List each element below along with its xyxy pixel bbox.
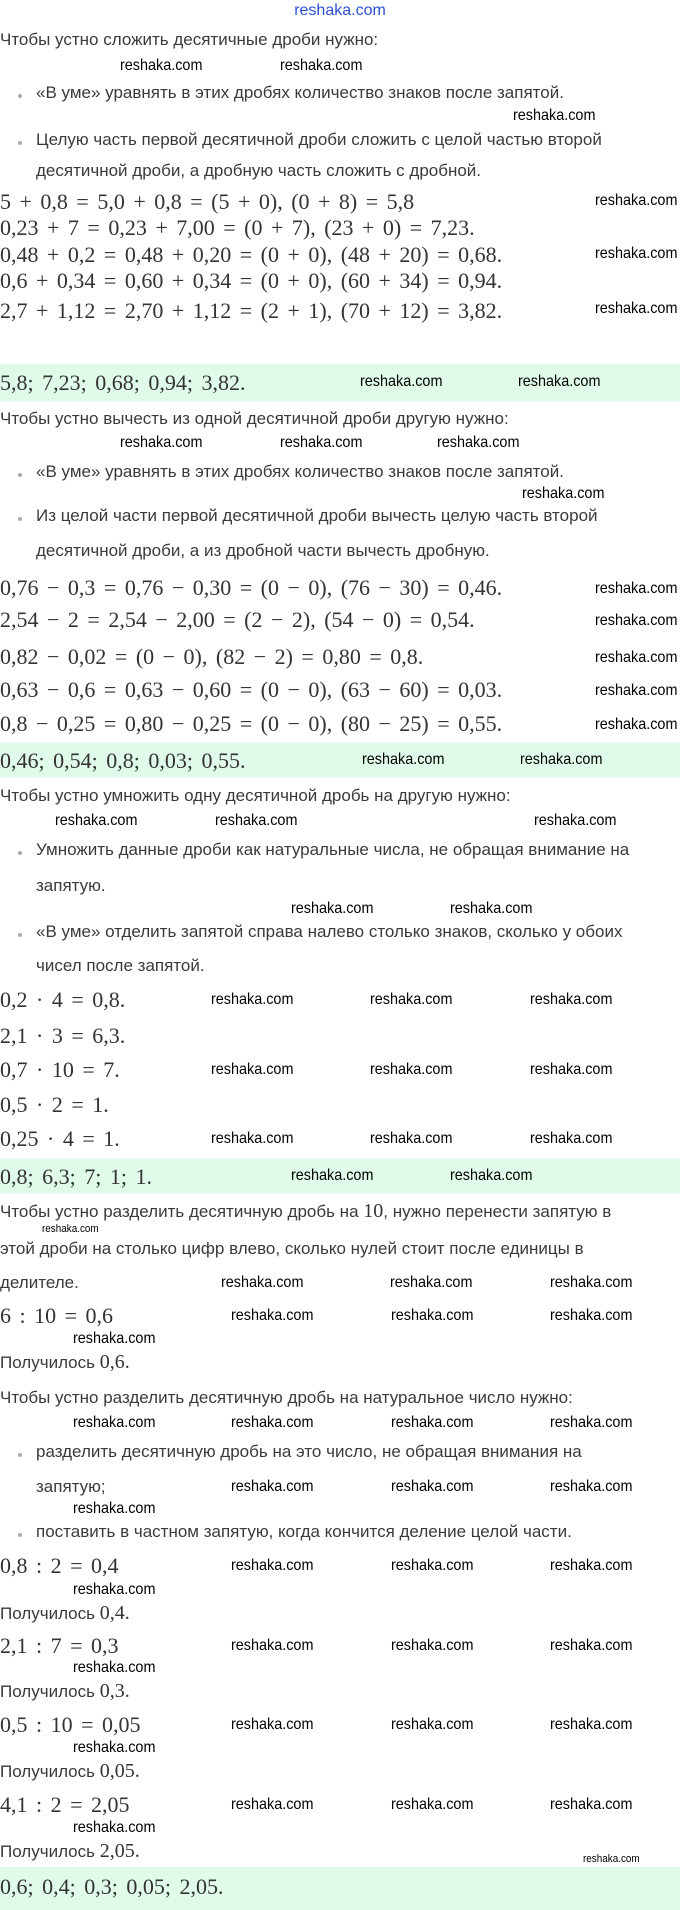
watermark-text: reshaka.com — [211, 991, 294, 1008]
result-label: Получилось — [0, 1842, 100, 1861]
watermark-text: reshaka.com — [550, 1716, 633, 1733]
subtraction-equation: 0,8 − 0,25 = 0,80 − 0,25 = (0 − 0), (80 − 25) = 0,55. — [0, 711, 503, 736]
watermark-text: reshaka.com — [42, 1223, 99, 1235]
multiplication-bullet-2: «В уме» отделить запятой справа налево столько знаков, сколько у обоих — [36, 922, 623, 941]
division-result — [0, 1840, 140, 1863]
subtraction-equation: 0,76 − 0,3 = 0,76 − 0,30 = (0 − 0), (76 − 30) = 0,46. — [0, 575, 503, 600]
watermark-text: reshaka.com — [231, 1716, 314, 1733]
subtraction-equation: 2,54 − 2 = 2,54 − 2,00 = (2 − 2), (54 − 0) = 0,54. — [0, 607, 475, 632]
division-intro: Чтобы устно разделить десятичную дробь на натуральное число нужно: — [0, 1388, 573, 1407]
result-value: 0,6. — [99, 1351, 130, 1373]
division-equation: 4,1 : 2 = 2,05 — [0, 1792, 130, 1817]
watermark-text: reshaka.com — [231, 1478, 314, 1495]
watermark-text: reshaka.com — [550, 1478, 633, 1495]
watermark-text: reshaka.com — [550, 1557, 633, 1574]
watermark-text: reshaka.com — [215, 812, 298, 829]
watermark-text: reshaka.com — [211, 1061, 294, 1078]
result-value: 0,4. — [99, 1602, 130, 1624]
watermark-text: reshaka.com — [211, 1130, 294, 1147]
subtraction-bullet-1: «В уме» уравнять в этих дробях количество знаков после запятой. — [36, 462, 564, 481]
multiplication-bullet-1-cont: запятую. — [36, 876, 106, 895]
result-value: 0,05. — [99, 1760, 140, 1782]
watermark-text: reshaka.com — [520, 751, 603, 768]
multiplication-bullet-2-cont: чисел после запятой. — [36, 956, 205, 975]
watermark-text: reshaka.com — [73, 1819, 156, 1836]
watermark-text: reshaka.com — [73, 1414, 156, 1431]
watermark-text: reshaka.com — [221, 1274, 304, 1291]
division-answer: 0,6; 0,4; 0,3; 0,05; 2,05. — [0, 1874, 224, 1899]
watermark-text: reshaka.com — [595, 245, 678, 262]
watermark-text: reshaka.com — [291, 1167, 374, 1184]
watermark-text: reshaka.com — [550, 1414, 633, 1431]
watermark-text: reshaka.com — [291, 900, 374, 917]
result-label: Получилось — [0, 1604, 100, 1623]
division-result — [0, 1602, 130, 1625]
addition-bullet-1: «В уме» уравнять в этих дробях количество знаков после запятой. — [36, 83, 564, 102]
multiplication-equation: 0,2 · 4 = 0,8. — [0, 987, 126, 1012]
watermark-text: reshaka.com — [583, 1853, 640, 1865]
watermark-text: reshaka.com — [522, 485, 605, 502]
result-label: Получилось — [0, 1762, 100, 1781]
division10-math: 10 — [363, 1200, 384, 1222]
bullet-icon — [18, 933, 22, 937]
division10-text: Чтобы устно разделить десятичную дробь на — [0, 1202, 364, 1221]
addition-equation: 0,48 + 0,2 = 0,48 + 0,20 = (0 + 0), (48 + 20) = 0,68. — [0, 242, 503, 267]
site-header-link[interactable]: reshaka.com — [294, 2, 386, 19]
subtraction-bullet-2: Из целой части первой десятичной дроби вычесть целую часть второй — [36, 506, 598, 525]
division-result — [0, 1760, 140, 1783]
multiplication-equation: 2,1 · 3 = 6,3. — [0, 1023, 126, 1048]
bullet-icon — [18, 94, 22, 98]
watermark-text: reshaka.com — [550, 1796, 633, 1813]
addition-equation: 5 + 0,8 = 5,0 + 0,8 = (5 + 0), (0 + 8) = 5,8 — [0, 189, 415, 214]
division-equation: 2,1 : 7 = 0,3 — [0, 1633, 119, 1658]
watermark-text: reshaka.com — [55, 812, 138, 829]
subtraction-bullet-2-cont: десятичной дроби, а из дробной части вычесть дробную. — [36, 541, 490, 560]
subtraction-equation: 0,63 − 0,6 = 0,63 − 0,60 = (0 − 0), (63 − 60) = 0,03. — [0, 677, 503, 702]
watermark-text: reshaka.com — [73, 1739, 156, 1756]
watermark-text: reshaka.com — [280, 434, 363, 451]
result-label: Получилось — [0, 1682, 100, 1701]
watermark-text: reshaka.com — [390, 1274, 473, 1291]
division10-text-line-2: этой дроби на столько цифр влево, сколько нулей стоит после единицы в — [0, 1239, 584, 1258]
multiplication-bullet-1: Умножить данные дроби как натуральные числа, не обращая внимание на — [36, 840, 630, 859]
watermark-text: reshaka.com — [120, 57, 203, 74]
watermark-text: reshaka.com — [231, 1637, 314, 1654]
result-value: 0,3. — [99, 1680, 130, 1702]
addition-answer: 5,8; 7,23; 0,68; 0,94; 3,82. — [0, 370, 246, 395]
watermark-text: reshaka.com — [437, 434, 520, 451]
addition-equation: 0,6 + 0,34 = 0,60 + 0,34 = (0 + 0), (60 + 34) = 0,94. — [0, 268, 503, 293]
multiplication-equation: 0,25 · 4 = 1. — [0, 1126, 120, 1151]
watermark-text: reshaka.com — [73, 1659, 156, 1676]
result-label: Получилось — [0, 1353, 100, 1372]
addition-bullet-2-cont: десятичной дроби, а дробную часть сложить с дробной. — [36, 161, 482, 180]
addition-equation: 0,23 + 7 = 0,23 + 7,00 = (0 + 7), (23 + 0) = 7,23. — [0, 215, 475, 240]
division-equation: 0,5 : 10 = 0,05 — [0, 1712, 141, 1737]
division-bullet-1-cont: запятую; — [36, 1477, 106, 1496]
division-bullet-2: поставить в частном запятую, когда кончится деление целой части. — [36, 1522, 572, 1541]
bullet-icon — [18, 517, 22, 521]
watermark-text: reshaka.com — [391, 1637, 474, 1654]
watermark-text: reshaka.com — [231, 1557, 314, 1574]
watermark-text: reshaka.com — [550, 1637, 633, 1654]
watermark-text: reshaka.com — [391, 1478, 474, 1495]
watermark-text: reshaka.com — [391, 1414, 474, 1431]
watermark-text: reshaka.com — [231, 1414, 314, 1431]
watermark-text: reshaka.com — [550, 1274, 633, 1291]
watermark-text: reshaka.com — [595, 580, 678, 597]
watermark-text: reshaka.com — [391, 1307, 474, 1324]
division10-text: , нужно перенести запятую в — [383, 1202, 612, 1221]
addition-intro: Чтобы устно сложить десятичные дроби нужно: — [0, 30, 379, 49]
division10-text-line-1 — [0, 1200, 611, 1223]
watermark-text: reshaka.com — [518, 373, 601, 390]
watermark-text: reshaka.com — [391, 1716, 474, 1733]
division10-text-line-3: делителе. — [0, 1273, 79, 1292]
bullet-icon — [18, 851, 22, 855]
watermark-text: reshaka.com — [73, 1581, 156, 1598]
watermark-text: reshaka.com — [530, 1130, 613, 1147]
watermark-text: reshaka.com — [530, 991, 613, 1008]
watermark-text: reshaka.com — [595, 716, 678, 733]
division10-result — [0, 1351, 130, 1374]
bullet-icon — [18, 141, 22, 145]
division-answer-band — [0, 1867, 680, 1910]
watermark-text: reshaka.com — [550, 1307, 633, 1324]
subtraction-equation: 0,82 − 0,02 = (0 − 0), (82 − 2) = 0,80 = 0,8. — [0, 644, 424, 669]
addition-bullet-2: Целую часть первой десятичной дроби сложить с целой частью второй — [36, 130, 602, 149]
multiplication-equation: 0,5 · 2 = 1. — [0, 1092, 109, 1117]
division-bullet-1: разделить десятичную дробь на это число, не обращая внимания на — [36, 1442, 582, 1461]
watermark-text: reshaka.com — [530, 1061, 613, 1078]
watermark-text: reshaka.com — [450, 1167, 533, 1184]
watermark-text: reshaka.com — [595, 682, 678, 699]
addition-equation: 2,7 + 1,12 = 2,70 + 1,12 = (2 + 1), (70 + 12) = 3,82. — [0, 298, 503, 323]
watermark-text: reshaka.com — [362, 751, 445, 768]
watermark-text: reshaka.com — [595, 612, 678, 629]
watermark-text: reshaka.com — [231, 1796, 314, 1813]
division-result — [0, 1680, 130, 1703]
division10-equation: 6 : 10 = 0,6 — [0, 1303, 114, 1328]
watermark-text: reshaka.com — [370, 1130, 453, 1147]
watermark-text: reshaka.com — [595, 192, 678, 209]
watermark-text: reshaka.com — [513, 107, 596, 124]
watermark-text: reshaka.com — [450, 900, 533, 917]
watermark-text: reshaka.com — [595, 300, 678, 317]
division-equation: 0,8 : 2 = 0,4 — [0, 1553, 119, 1578]
subtraction-answer: 0,46; 0,54; 0,8; 0,03; 0,55. — [0, 748, 246, 773]
multiplication-answer: 0,8; 6,3; 7; 1; 1. — [0, 1164, 152, 1189]
multiplication-intro: Чтобы устно умножить одну десятичной дробь на другую нужно: — [0, 786, 511, 805]
watermark-text: reshaka.com — [595, 649, 678, 666]
watermark-text: reshaka.com — [280, 57, 363, 74]
watermark-text: reshaka.com — [391, 1796, 474, 1813]
bullet-icon — [18, 1453, 22, 1457]
watermark-text: reshaka.com — [534, 812, 617, 829]
bullet-icon — [18, 473, 22, 477]
bullet-icon — [18, 1533, 22, 1537]
watermark-text: reshaka.com — [73, 1500, 156, 1517]
watermark-text: reshaka.com — [231, 1307, 314, 1324]
subtraction-intro: Чтобы устно вычесть из одной десятичной дроби другую нужно: — [0, 409, 509, 428]
multiplication-equation: 0,7 · 10 = 7. — [0, 1057, 120, 1082]
watermark-text: reshaka.com — [73, 1330, 156, 1347]
watermark-text: reshaka.com — [370, 991, 453, 1008]
watermark-text: reshaka.com — [391, 1557, 474, 1574]
watermark-text: reshaka.com — [360, 373, 443, 390]
watermark-text: reshaka.com — [370, 1061, 453, 1078]
watermark-text: reshaka.com — [120, 434, 203, 451]
result-value: 2,05. — [99, 1840, 140, 1862]
